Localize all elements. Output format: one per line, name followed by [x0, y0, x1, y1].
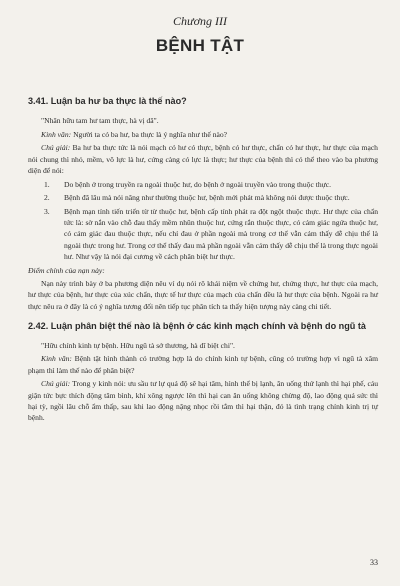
list-number: 2.: [44, 193, 50, 203]
list-text: Do bệnh ở trong truyền ra ngoài thuộc hư, do bệnh ở ngoài truyền vào trong thuộc thực.: [64, 179, 332, 189]
list-number: 3.: [44, 206, 50, 216]
list-item: [44, 192, 378, 203]
key-point-text: Nạn này trình bày ở ba phương diện nêu ví dụ nói rõ khái niệm về chứng hư, chứng thực, hư thực của mạch, hư thực của bệnh, hư thực của xúc chẩn, thực tế hư thực của mạch của chẩn đều là hư thực của bệnh. Ngoài ra hư thực nêu ra ở đây là có ý nghĩa tương đối nên tiếp tục phân tích ta thấy hiện tượng này càng chi tiết.: [28, 279, 378, 311]
section-heading: 2.42. Luận phân biệt thế nào là bệnh ở các kinh mạch chính và bệnh do ngũ tà: [28, 320, 366, 331]
chapter-title: BỆNH TẬT: [155, 36, 245, 55]
page-content: [28, 95, 378, 426]
kinh-van-text: Bệnh tật hình thành có trường hợp là do chính kinh tự bệnh, cũng có trường hợp vì ngũ tà xâm phạm thì làm thế nào để phân biệt?: [28, 354, 378, 375]
chu-giai-text: Ba hư ba thực tức là nói mạch có hư có thực, bệnh có hư thực, chẩn có hư thực, hư thực của mạch nói chung thì nhỏ, mềm, vô lực là hư, cứng càng có lực là thực; hư thực của bệnh thì có thể theo vào ba phương diện để nói:: [28, 143, 378, 175]
kinh-van-paragraph: [28, 129, 378, 140]
kinh-van-text: Người ta có ba hư, ba thực là ý nghĩa như thế nào?: [71, 129, 228, 139]
chu-giai-text: Trong y kinh nói: ưu sầu tư lự quá độ sẽ hại tâm, hình thể bị lạnh, ăn uống thứ lạnh thì hại phế, cáu giận tức bực thích động tâm bình, khí xông ngược lên thì hại can ăn uống không chừng độ, lao động quá sức thì hại tỳ, ngồi lâu chỗ ẩm thấp, sau khi lao động nặng nhọc rồi tắm thì hại thận, đó là tình trạng chính kinh trị tự bệnh.: [28, 379, 378, 422]
list-number: 1.: [44, 179, 50, 189]
numbered-list: [28, 179, 378, 262]
chu-giai-label: Chú giải:: [41, 379, 71, 389]
key-point-label: Điểm chính của nạn này:: [28, 265, 105, 275]
kinh-van-label: Kinh văn:: [41, 354, 72, 364]
chu-giai-paragraph: [28, 378, 378, 423]
list-item: [44, 179, 378, 190]
section-heading: 3.41. Luận ba hư ba thực là thế nào?: [28, 96, 187, 106]
list-text: Bệnh mạn tính tiến triển từ từ thuộc hư, bệnh cấp tính phát ra đột ngột thuộc thực. Hư thực của chẩn tức là: sờ nắn vào chỗ đau thấy mềm nhũn thuộc hư, cứng rắn thuộc thực, có cảm giác ngứa thuộc hư, có cảm giác đau thuộc thực, nếu chỉ đau ở phần ngoài mà trong cơ thể vẫn cảm thấy dễ chịu thế là ngoài thực trong hư. Trong cơ thể thấy đau mà phần ngoài vẫn cảm thấy dễ chịu thế là trong thực ngoài hư. Như vậy là nói đại cương về cách phân biệt hư thực.: [64, 206, 378, 261]
quote: "Hữu chính kinh tự bệnh. Hữu ngũ tà sở thương, hà dĩ biệt chi".: [41, 340, 235, 350]
kinh-van-label: Kinh văn:: [41, 129, 72, 139]
chapter-label: Chương III: [173, 14, 227, 28]
chu-giai-label: Chú giải:: [41, 143, 71, 153]
list-item: [44, 206, 378, 262]
chu-giai-paragraph: [28, 142, 378, 176]
kinh-van-paragraph: [28, 353, 378, 375]
quote: "Nhãn hữu tam hư tam thực, hà vị dã".: [41, 116, 159, 125]
page-number: 33: [370, 558, 378, 567]
list-text: Bệnh đã lâu mà nói năng như thường thuộc hư, bệnh mới phát mà không nói được thuộc thực.: [64, 193, 350, 203]
